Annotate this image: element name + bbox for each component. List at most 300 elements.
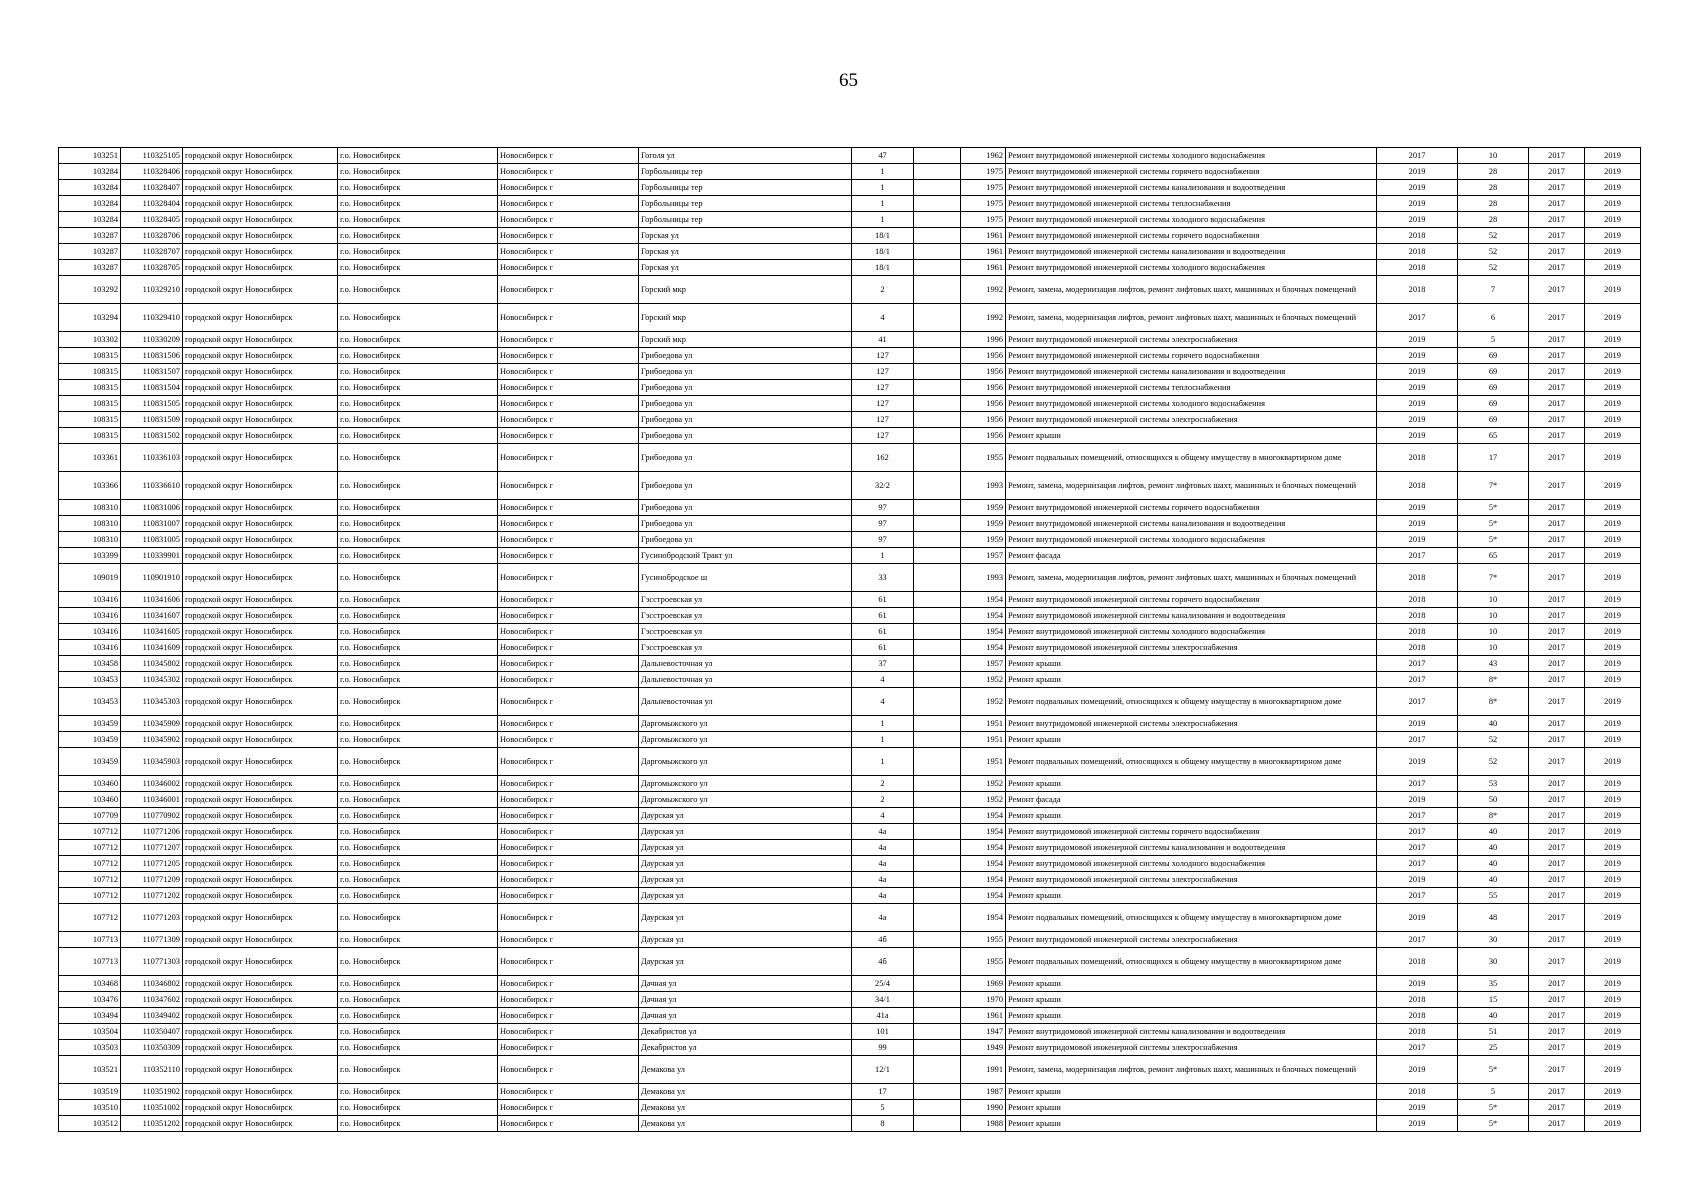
cell-work-id: 110329410 bbox=[121, 304, 183, 332]
cell-period-end: 2019 bbox=[1585, 792, 1641, 808]
cell-house-id: 108315 bbox=[59, 396, 121, 412]
cell-building bbox=[914, 792, 961, 808]
cell-plan-year: 2017 bbox=[1377, 304, 1458, 332]
cell-built-year: 1992 bbox=[961, 304, 1006, 332]
cell-city: Новосибирск г bbox=[498, 332, 639, 348]
cell-settlement: г.о. Новосибирск bbox=[338, 656, 498, 672]
cell-city: Новосибирск г bbox=[498, 656, 639, 672]
cell-municipal-district: городской округ Новосибирск bbox=[183, 732, 338, 748]
cell-street: Грибоедова ул bbox=[639, 472, 852, 500]
cell-plan-year: 2018 bbox=[1377, 444, 1458, 472]
cell-period-start: 2017 bbox=[1529, 1040, 1585, 1056]
cell-municipal-district: городской округ Новосибирск bbox=[183, 364, 338, 380]
cell-built-year: 1961 bbox=[961, 228, 1006, 244]
cell-settlement: г.о. Новосибирск bbox=[338, 148, 498, 164]
cell-plan-year: 2019 bbox=[1377, 364, 1458, 380]
table-row bbox=[59, 348, 1641, 364]
cell-wear-percent: 5* bbox=[1458, 1116, 1529, 1132]
cell-work-id: 110831504 bbox=[121, 380, 183, 396]
cell-city: Новосибирск г bbox=[498, 872, 639, 888]
cell-settlement: г.о. Новосибирск bbox=[338, 856, 498, 872]
cell-street: Демакова ул bbox=[639, 1100, 852, 1116]
cell-settlement: г.о. Новосибирск bbox=[338, 1100, 498, 1116]
cell-period-end: 2019 bbox=[1585, 1116, 1641, 1132]
cell-street: Даргомыжского ул bbox=[639, 792, 852, 808]
cell-house-number: 4а bbox=[852, 840, 914, 856]
cell-work-id: 110346002 bbox=[121, 776, 183, 792]
cell-work-type: Ремонт внутридомовой инженерной системы горячего водоснабжения bbox=[1006, 500, 1377, 516]
cell-built-year: 1951 bbox=[961, 732, 1006, 748]
cell-wear-percent: 69 bbox=[1458, 396, 1529, 412]
cell-street: Горская ул bbox=[639, 260, 852, 276]
cell-built-year: 1993 bbox=[961, 472, 1006, 500]
cell-municipal-district: городской округ Новосибирск bbox=[183, 532, 338, 548]
cell-period-start: 2017 bbox=[1529, 304, 1585, 332]
cell-built-year: 1957 bbox=[961, 548, 1006, 564]
cell-wear-percent: 28 bbox=[1458, 212, 1529, 228]
cell-house-id: 103460 bbox=[59, 792, 121, 808]
cell-city: Новосибирск г bbox=[498, 148, 639, 164]
cell-settlement: г.о. Новосибирск bbox=[338, 932, 498, 948]
cell-work-type: Ремонт внутридомовой инженерной системы канализования и водоотведения bbox=[1006, 608, 1377, 624]
cell-settlement: г.о. Новосибирск bbox=[338, 276, 498, 304]
cell-period-end: 2019 bbox=[1585, 276, 1641, 304]
cell-city: Новосибирск г bbox=[498, 1084, 639, 1100]
cell-work-type: Ремонт внутридомовой инженерной системы холодного водоснабжения bbox=[1006, 624, 1377, 640]
cell-municipal-district: городской округ Новосибирск bbox=[183, 716, 338, 732]
cell-house-id: 107712 bbox=[59, 872, 121, 888]
cell-settlement: г.о. Новосибирск bbox=[338, 564, 498, 592]
cell-street: Даурская ул bbox=[639, 824, 852, 840]
cell-work-type: Ремонт внутридомовой инженерной системы канализования и водоотведения bbox=[1006, 840, 1377, 856]
cell-period-start: 2017 bbox=[1529, 348, 1585, 364]
cell-municipal-district: городской округ Новосибирск bbox=[183, 148, 338, 164]
table-row bbox=[59, 516, 1641, 532]
cell-period-start: 2017 bbox=[1529, 332, 1585, 348]
cell-built-year: 1952 bbox=[961, 672, 1006, 688]
cell-settlement: г.о. Новосибирск bbox=[338, 444, 498, 472]
cell-work-type: Ремонт крыши bbox=[1006, 732, 1377, 748]
cell-wear-percent: 69 bbox=[1458, 364, 1529, 380]
cell-house-number: 1 bbox=[852, 732, 914, 748]
cell-settlement: г.о. Новосибирск bbox=[338, 180, 498, 196]
cell-built-year: 1954 bbox=[961, 808, 1006, 824]
cell-work-type: Ремонт внутридомовой инженерной системы электроснабжения bbox=[1006, 640, 1377, 656]
cell-street: Горбольницы тер bbox=[639, 180, 852, 196]
cell-built-year: 1954 bbox=[961, 904, 1006, 932]
cell-settlement: г.о. Новосибирск bbox=[338, 500, 498, 516]
cell-period-end: 2019 bbox=[1585, 212, 1641, 228]
cell-municipal-district: городской округ Новосибирск bbox=[183, 976, 338, 992]
table-row bbox=[59, 304, 1641, 332]
cell-work-id: 110346802 bbox=[121, 976, 183, 992]
capital-repair-table bbox=[58, 147, 1641, 1132]
cell-period-end: 2019 bbox=[1585, 1084, 1641, 1100]
cell-wear-percent: 40 bbox=[1458, 872, 1529, 888]
cell-wear-percent: 52 bbox=[1458, 748, 1529, 776]
cell-plan-year: 2019 bbox=[1377, 748, 1458, 776]
cell-city: Новосибирск г bbox=[498, 976, 639, 992]
cell-street: Грибоедова ул bbox=[639, 428, 852, 444]
cell-street: Даурская ул bbox=[639, 808, 852, 824]
cell-period-end: 2019 bbox=[1585, 304, 1641, 332]
cell-plan-year: 2019 bbox=[1377, 1056, 1458, 1084]
cell-period-start: 2017 bbox=[1529, 948, 1585, 976]
cell-street: Гэсстроевская ул bbox=[639, 640, 852, 656]
cell-work-id: 110350407 bbox=[121, 1024, 183, 1040]
cell-municipal-district: городской округ Новосибирск bbox=[183, 1040, 338, 1056]
cell-house-id: 103459 bbox=[59, 748, 121, 776]
cell-built-year: 1975 bbox=[961, 180, 1006, 196]
cell-house-number: 97 bbox=[852, 500, 914, 516]
cell-house-number: 61 bbox=[852, 640, 914, 656]
cell-house-id: 103294 bbox=[59, 304, 121, 332]
cell-plan-year: 2018 bbox=[1377, 592, 1458, 608]
cell-house-id: 103453 bbox=[59, 672, 121, 688]
cell-house-number: 4 bbox=[852, 808, 914, 824]
cell-house-id: 103521 bbox=[59, 1056, 121, 1084]
cell-house-id: 108315 bbox=[59, 412, 121, 428]
cell-house-id: 103302 bbox=[59, 332, 121, 348]
cell-work-id: 110351202 bbox=[121, 1116, 183, 1132]
cell-municipal-district: городской округ Новосибирск bbox=[183, 244, 338, 260]
cell-wear-percent: 7 bbox=[1458, 276, 1529, 304]
cell-street: Грибоедова ул bbox=[639, 412, 852, 428]
cell-city: Новосибирск г bbox=[498, 608, 639, 624]
cell-building bbox=[914, 840, 961, 856]
cell-city: Новосибирск г bbox=[498, 1056, 639, 1084]
cell-wear-percent: 10 bbox=[1458, 608, 1529, 624]
cell-municipal-district: городской округ Новосибирск bbox=[183, 260, 338, 276]
cell-city: Новосибирск г bbox=[498, 1008, 639, 1024]
cell-period-start: 2017 bbox=[1529, 1100, 1585, 1116]
cell-plan-year: 2018 bbox=[1377, 260, 1458, 276]
cell-work-type: Ремонт внутридомовой инженерной системы горячего водоснабжения bbox=[1006, 228, 1377, 244]
cell-wear-percent: 7* bbox=[1458, 564, 1529, 592]
cell-house-number: 4 bbox=[852, 304, 914, 332]
cell-work-type: Ремонт внутридомовой инженерной системы электроснабжения bbox=[1006, 412, 1377, 428]
cell-building bbox=[914, 1084, 961, 1100]
cell-house-id: 103476 bbox=[59, 992, 121, 1008]
cell-period-start: 2017 bbox=[1529, 1116, 1585, 1132]
cell-plan-year: 2017 bbox=[1377, 840, 1458, 856]
cell-house-number: 17 bbox=[852, 1084, 914, 1100]
cell-house-number: 1 bbox=[852, 164, 914, 180]
cell-settlement: г.о. Новосибирск bbox=[338, 472, 498, 500]
cell-plan-year: 2017 bbox=[1377, 776, 1458, 792]
cell-house-number: 12/1 bbox=[852, 1056, 914, 1084]
cell-built-year: 1952 bbox=[961, 688, 1006, 716]
cell-city: Новосибирск г bbox=[498, 688, 639, 716]
cell-wear-percent: 10 bbox=[1458, 624, 1529, 640]
cell-work-type: Ремонт внутридомовой инженерной системы теплоснабжения bbox=[1006, 196, 1377, 212]
cell-built-year: 1954 bbox=[961, 592, 1006, 608]
cell-building bbox=[914, 212, 961, 228]
cell-work-id: 110831007 bbox=[121, 516, 183, 532]
cell-city: Новосибирск г bbox=[498, 932, 639, 948]
cell-plan-year: 2018 bbox=[1377, 276, 1458, 304]
cell-plan-year: 2019 bbox=[1377, 500, 1458, 516]
cell-house-number: 4 bbox=[852, 672, 914, 688]
cell-settlement: г.о. Новосибирск bbox=[338, 840, 498, 856]
cell-municipal-district: городской округ Новосибирск bbox=[183, 672, 338, 688]
cell-municipal-district: городской округ Новосибирск bbox=[183, 656, 338, 672]
cell-house-id: 103287 bbox=[59, 244, 121, 260]
cell-house-number: 61 bbox=[852, 592, 914, 608]
cell-settlement: г.о. Новосибирск bbox=[338, 716, 498, 732]
cell-street: Грибоедова ул bbox=[639, 532, 852, 548]
cell-municipal-district: городской округ Новосибирск bbox=[183, 592, 338, 608]
cell-street: Демакова ул bbox=[639, 1116, 852, 1132]
cell-house-number: 34/1 bbox=[852, 992, 914, 1008]
cell-wear-percent: 10 bbox=[1458, 148, 1529, 164]
cell-period-end: 2019 bbox=[1585, 932, 1641, 948]
cell-house-id: 103416 bbox=[59, 624, 121, 640]
cell-building bbox=[914, 332, 961, 348]
cell-city: Новосибирск г bbox=[498, 672, 639, 688]
cell-street: Декабристов ул bbox=[639, 1024, 852, 1040]
cell-wear-percent: 52 bbox=[1458, 732, 1529, 748]
cell-house-id: 109019 bbox=[59, 564, 121, 592]
table-row bbox=[59, 1100, 1641, 1116]
cell-municipal-district: городской округ Новосибирск bbox=[183, 792, 338, 808]
cell-settlement: г.о. Новосибирск bbox=[338, 992, 498, 1008]
cell-street: Даурская ул bbox=[639, 904, 852, 932]
cell-work-type: Ремонт внутридомовой инженерной системы холодного водоснабжения bbox=[1006, 396, 1377, 412]
table-row bbox=[59, 396, 1641, 412]
cell-work-id: 110831505 bbox=[121, 396, 183, 412]
cell-work-id: 110351002 bbox=[121, 1100, 183, 1116]
cell-period-end: 2019 bbox=[1585, 348, 1641, 364]
cell-period-start: 2017 bbox=[1529, 1084, 1585, 1100]
cell-work-type: Ремонт подвальных помещений, относящихся к общему имуществу в многоквартирном доме bbox=[1006, 904, 1377, 932]
cell-city: Новосибирск г bbox=[498, 1040, 639, 1056]
cell-house-number: 25/4 bbox=[852, 976, 914, 992]
cell-work-id: 110328406 bbox=[121, 164, 183, 180]
cell-city: Новосибирск г bbox=[498, 364, 639, 380]
cell-house-id: 107712 bbox=[59, 904, 121, 932]
table-row bbox=[59, 608, 1641, 624]
cell-period-end: 2019 bbox=[1585, 904, 1641, 932]
cell-wear-percent: 40 bbox=[1458, 1008, 1529, 1024]
cell-municipal-district: городской округ Новосибирск bbox=[183, 688, 338, 716]
cell-period-start: 2017 bbox=[1529, 364, 1585, 380]
cell-house-id: 103459 bbox=[59, 716, 121, 732]
table-row bbox=[59, 1024, 1641, 1040]
cell-period-start: 2017 bbox=[1529, 196, 1585, 212]
cell-house-number: 41 bbox=[852, 332, 914, 348]
cell-work-id: 110345902 bbox=[121, 732, 183, 748]
cell-built-year: 1970 bbox=[961, 992, 1006, 1008]
cell-built-year: 1992 bbox=[961, 276, 1006, 304]
cell-settlement: г.о. Новосибирск bbox=[338, 732, 498, 748]
cell-street: Декабристов ул bbox=[639, 1040, 852, 1056]
cell-period-end: 2019 bbox=[1585, 180, 1641, 196]
cell-house-number: 162 bbox=[852, 444, 914, 472]
cell-building bbox=[914, 1008, 961, 1024]
cell-work-type: Ремонт внутридомовой инженерной системы электроснабжения bbox=[1006, 1040, 1377, 1056]
cell-plan-year: 2019 bbox=[1377, 212, 1458, 228]
cell-house-id: 103416 bbox=[59, 640, 121, 656]
cell-house-number: 1 bbox=[852, 716, 914, 732]
cell-street: Грибоедова ул bbox=[639, 444, 852, 472]
cell-street: Дачная ул bbox=[639, 992, 852, 1008]
cell-period-start: 2017 bbox=[1529, 976, 1585, 992]
table-body bbox=[59, 148, 1641, 1132]
cell-building bbox=[914, 872, 961, 888]
cell-building bbox=[914, 732, 961, 748]
cell-built-year: 1961 bbox=[961, 1008, 1006, 1024]
cell-building bbox=[914, 548, 961, 564]
cell-city: Новосибирск г bbox=[498, 1116, 639, 1132]
cell-street: Даурская ул bbox=[639, 948, 852, 976]
table-row bbox=[59, 592, 1641, 608]
cell-work-type: Ремонт, замена, модернизация лифтов, ремонт лифтовых шахт, машинных и блочных помещений bbox=[1006, 472, 1377, 500]
cell-period-end: 2019 bbox=[1585, 564, 1641, 592]
cell-street: Горский мкр bbox=[639, 332, 852, 348]
cell-house-number: 101 bbox=[852, 1024, 914, 1040]
cell-work-id: 110328705 bbox=[121, 260, 183, 276]
cell-period-end: 2019 bbox=[1585, 1024, 1641, 1040]
cell-wear-percent: 8* bbox=[1458, 672, 1529, 688]
cell-building bbox=[914, 1100, 961, 1116]
cell-period-end: 2019 bbox=[1585, 840, 1641, 856]
cell-house-number: 18/1 bbox=[852, 260, 914, 276]
cell-work-id: 110831507 bbox=[121, 364, 183, 380]
cell-period-end: 2019 bbox=[1585, 444, 1641, 472]
cell-work-id: 110831502 bbox=[121, 428, 183, 444]
cell-building bbox=[914, 472, 961, 500]
cell-street: Грибоедова ул bbox=[639, 516, 852, 532]
cell-work-type: Ремонт крыши bbox=[1006, 976, 1377, 992]
cell-street: Горская ул bbox=[639, 228, 852, 244]
cell-period-start: 2017 bbox=[1529, 1024, 1585, 1040]
cell-house-number: 2 bbox=[852, 276, 914, 304]
cell-wear-percent: 40 bbox=[1458, 824, 1529, 840]
cell-street: Грибоедова ул bbox=[639, 348, 852, 364]
cell-building bbox=[914, 260, 961, 276]
table-row bbox=[59, 776, 1641, 792]
cell-built-year: 1975 bbox=[961, 196, 1006, 212]
cell-house-id: 107709 bbox=[59, 808, 121, 824]
cell-city: Новосибирск г bbox=[498, 444, 639, 472]
cell-period-start: 2017 bbox=[1529, 872, 1585, 888]
cell-house-id: 103287 bbox=[59, 260, 121, 276]
cell-period-start: 2017 bbox=[1529, 276, 1585, 304]
cell-built-year: 1951 bbox=[961, 716, 1006, 732]
cell-plan-year: 2018 bbox=[1377, 640, 1458, 656]
cell-built-year: 1954 bbox=[961, 872, 1006, 888]
cell-house-id: 103284 bbox=[59, 180, 121, 196]
cell-city: Новосибирск г bbox=[498, 164, 639, 180]
cell-settlement: г.о. Новосибирск bbox=[338, 516, 498, 532]
cell-work-id: 110771202 bbox=[121, 888, 183, 904]
cell-building bbox=[914, 196, 961, 212]
cell-settlement: г.о. Новосибирск bbox=[338, 164, 498, 180]
cell-street: Горбольницы тер bbox=[639, 164, 852, 180]
cell-plan-year: 2019 bbox=[1377, 196, 1458, 212]
cell-wear-percent: 17 bbox=[1458, 444, 1529, 472]
cell-plan-year: 2018 bbox=[1377, 244, 1458, 260]
cell-work-id: 110771207 bbox=[121, 840, 183, 856]
cell-period-end: 2019 bbox=[1585, 396, 1641, 412]
cell-work-type: Ремонт внутридомовой инженерной системы электроснабжения bbox=[1006, 872, 1377, 888]
table-row bbox=[59, 672, 1641, 688]
cell-house-id: 107712 bbox=[59, 824, 121, 840]
cell-work-id: 110339901 bbox=[121, 548, 183, 564]
cell-period-start: 2017 bbox=[1529, 548, 1585, 564]
cell-settlement: г.о. Новосибирск bbox=[338, 776, 498, 792]
table-row bbox=[59, 1116, 1641, 1132]
cell-work-id: 110345903 bbox=[121, 748, 183, 776]
cell-period-start: 2017 bbox=[1529, 396, 1585, 412]
cell-plan-year: 2019 bbox=[1377, 872, 1458, 888]
cell-built-year: 1961 bbox=[961, 260, 1006, 276]
table-row bbox=[59, 948, 1641, 976]
cell-work-id: 110771203 bbox=[121, 904, 183, 932]
table-row bbox=[59, 244, 1641, 260]
cell-city: Новосибирск г bbox=[498, 732, 639, 748]
cell-house-id: 107713 bbox=[59, 932, 121, 948]
table-row bbox=[59, 564, 1641, 592]
cell-settlement: г.о. Новосибирск bbox=[338, 548, 498, 564]
table-row bbox=[59, 180, 1641, 196]
cell-work-id: 110352110 bbox=[121, 1056, 183, 1084]
cell-settlement: г.о. Новосибирск bbox=[338, 364, 498, 380]
cell-building bbox=[914, 364, 961, 380]
cell-street: Горская ул bbox=[639, 244, 852, 260]
cell-work-type: Ремонт внутридомовой инженерной системы горячего водоснабжения bbox=[1006, 592, 1377, 608]
cell-built-year: 1996 bbox=[961, 332, 1006, 348]
cell-wear-percent: 40 bbox=[1458, 840, 1529, 856]
cell-built-year: 1954 bbox=[961, 824, 1006, 840]
table-row bbox=[59, 904, 1641, 932]
cell-settlement: г.о. Новосибирск bbox=[338, 672, 498, 688]
cell-period-end: 2019 bbox=[1585, 748, 1641, 776]
cell-building bbox=[914, 1024, 961, 1040]
table-row bbox=[59, 792, 1641, 808]
cell-period-start: 2017 bbox=[1529, 164, 1585, 180]
table-row bbox=[59, 548, 1641, 564]
cell-house-id: 108315 bbox=[59, 364, 121, 380]
cell-house-number: 127 bbox=[852, 428, 914, 444]
cell-settlement: г.о. Новосибирск bbox=[338, 872, 498, 888]
cell-house-number: 61 bbox=[852, 608, 914, 624]
table-row bbox=[59, 992, 1641, 1008]
cell-period-end: 2019 bbox=[1585, 428, 1641, 444]
cell-built-year: 1956 bbox=[961, 428, 1006, 444]
cell-work-type: Ремонт внутридомовой инженерной системы канализования и водоотведения bbox=[1006, 364, 1377, 380]
cell-house-number: 47 bbox=[852, 148, 914, 164]
cell-work-id: 110328706 bbox=[121, 228, 183, 244]
cell-plan-year: 2018 bbox=[1377, 1024, 1458, 1040]
cell-street: Грибоедова ул bbox=[639, 364, 852, 380]
cell-wear-percent: 52 bbox=[1458, 228, 1529, 244]
cell-period-start: 2017 bbox=[1529, 244, 1585, 260]
cell-municipal-district: городской округ Новосибирск bbox=[183, 748, 338, 776]
cell-building bbox=[914, 624, 961, 640]
cell-period-start: 2017 bbox=[1529, 180, 1585, 196]
cell-city: Новосибирск г bbox=[498, 472, 639, 500]
cell-city: Новосибирск г bbox=[498, 500, 639, 516]
cell-street: Гэсстроевская ул bbox=[639, 624, 852, 640]
cell-work-type: Ремонт внутридомовой инженерной системы электроснабжения bbox=[1006, 332, 1377, 348]
cell-plan-year: 2018 bbox=[1377, 992, 1458, 1008]
cell-municipal-district: городской округ Новосибирск bbox=[183, 428, 338, 444]
cell-municipal-district: городской округ Новосибирск bbox=[183, 1008, 338, 1024]
cell-work-id: 110345909 bbox=[121, 716, 183, 732]
cell-wear-percent: 7* bbox=[1458, 472, 1529, 500]
